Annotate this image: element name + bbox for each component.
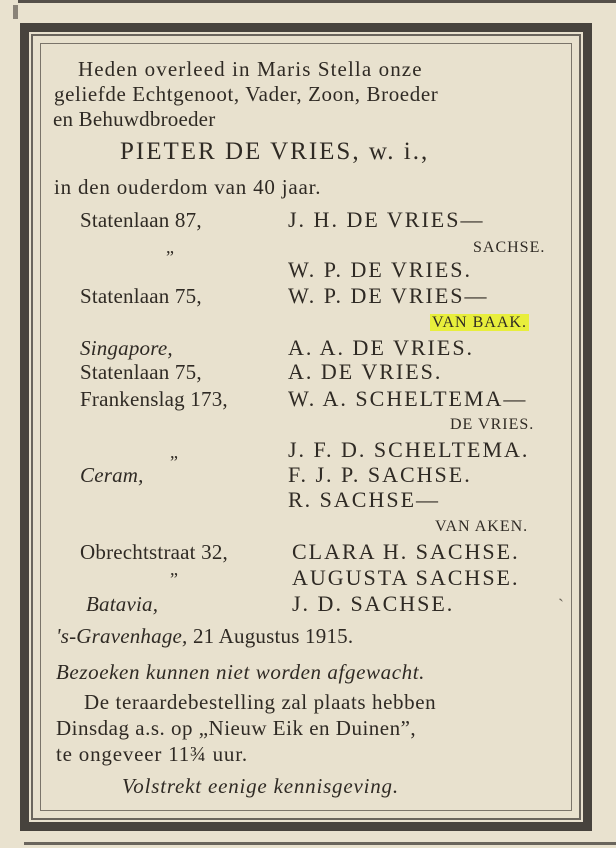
funeral-line-3: te ongeveer 11¾ uur. (56, 742, 248, 766)
family-name-5: A. A. DE VRIES. (288, 335, 475, 360)
family-name-11: R. SACHSE— (288, 487, 441, 512)
paper-bottom-rule (24, 842, 616, 845)
family-name-7: W. A. SCHELTEMA— (288, 386, 528, 411)
family-name-13: CLARA H. SACHSE. (292, 539, 520, 564)
family-place-6: Statenlaan 75, (80, 360, 202, 384)
funeral-line-1: De teraardebestelling zal plaats hebben (84, 690, 437, 714)
family-name-14: AUGUSTA SACHSE. (292, 565, 520, 590)
family-name-1b: SACHSE. (473, 239, 546, 256)
family-name-2: W. P. DE VRIES. (288, 257, 473, 282)
ditto-mark-2: ” (170, 452, 179, 472)
family-name-15: J. D. SACHSE. (292, 591, 455, 616)
ditto-mark-3: ” (170, 569, 179, 589)
intro-line-1: Heden overleed in Maris Stella onze (78, 57, 423, 81)
visits-note: Bezoeken kunnen niet worden afgewacht. (56, 660, 426, 684)
family-place-5: Singapore, (80, 336, 173, 360)
family-place-7: Frankenslag 173, (80, 387, 228, 411)
family-place-15: Batavia, (86, 592, 159, 616)
family-place-13: Obrechtstraat 32, (80, 540, 229, 564)
paper-top-rule (18, 0, 616, 3)
family-place-1: Statenlaan 87, (80, 208, 202, 232)
funeral-line-2: Dinsdag a.s. op „Nieuw Eik en Duinen”, (56, 716, 417, 740)
date-line (56, 624, 353, 648)
closing-note: Volstrekt eenige kennisgeving. (122, 774, 399, 798)
family-name-10: F. J. P. SACHSE. (288, 462, 472, 487)
family-name-3: W. P. DE VRIES— (288, 283, 489, 308)
paper-edge-mark (13, 5, 18, 19)
date-value: 21 Augustus 1915. (192, 624, 354, 648)
intro-line-3: en Behuwdbroeder (53, 107, 216, 131)
date-place: 's-Gravenhage, (56, 624, 188, 648)
deceased-name: PIETER DE VRIES, w. i., (120, 138, 430, 165)
family-place-3: Statenlaan 75, (80, 284, 202, 308)
highlighted-name: VAN BAAK. (432, 314, 527, 331)
family-name-11b: VAN AKEN. (435, 518, 529, 535)
family-name-6: A. DE VRIES. (288, 359, 443, 384)
stray-mark: ˴ (558, 587, 564, 607)
family-name-9: J. F. D. SCHELTEMA. (288, 437, 530, 462)
ditto-mark-1: ” (166, 247, 175, 267)
age-line: in den ouderdom van 40 jaar. (54, 175, 322, 199)
family-name-7b: DE VRIES. (450, 416, 535, 433)
family-name-3b (430, 311, 529, 335)
intro-line-2: geliefde Echtgenoot, Vader, Zoon, Broeder (54, 82, 439, 106)
family-place-10: Ceram, (80, 463, 144, 487)
family-name-1: J. H. DE VRIES— (288, 207, 485, 232)
